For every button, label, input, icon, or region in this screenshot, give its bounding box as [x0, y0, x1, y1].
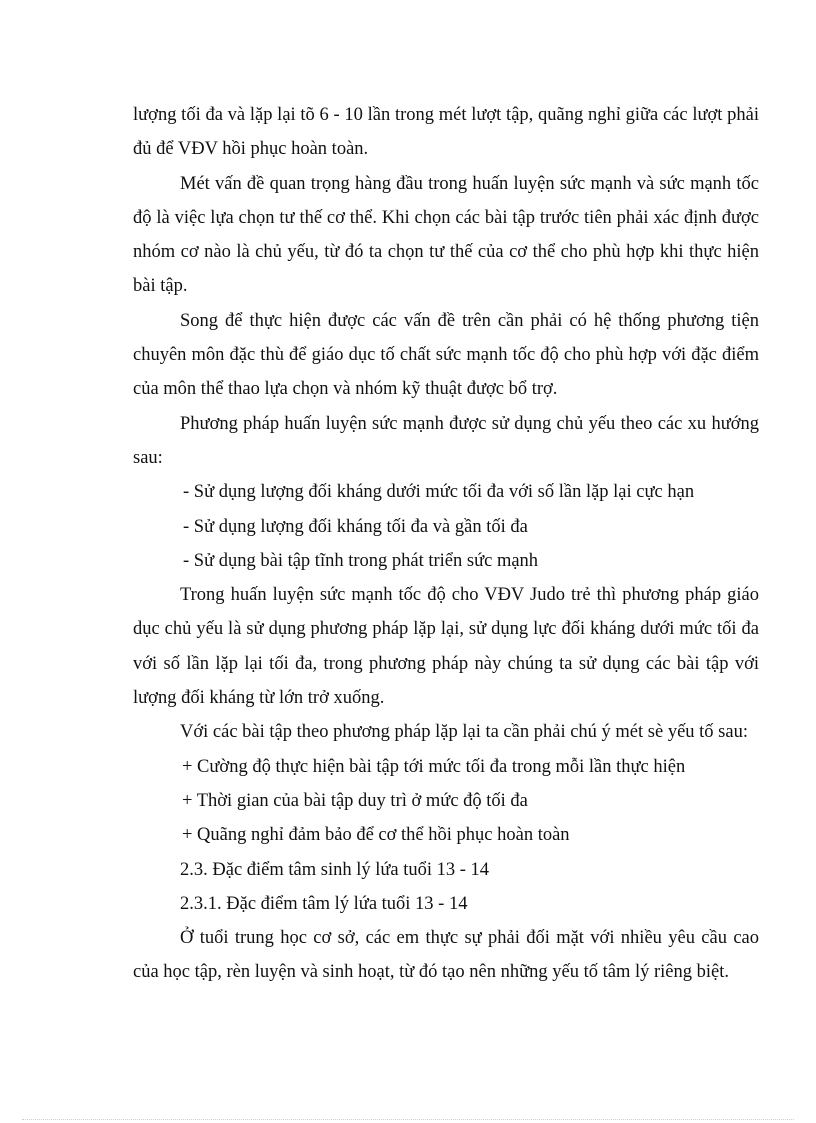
paragraph-continuation: lượng tối đa và lặp lại tõ 6 - 10 lần trong mét lượt tập, quãng nghỉ giữa các lượt phải đủ để VĐV hồi phục hoàn toàn. — [133, 105, 759, 160]
paragraph-specialized-means: Song để thực hiện được các vấn đề trên cần phải có hệ thống phương tiện chuyên môn đặc thù để giáo dục tố chất sức mạnh tốc độ cho phù hợp với đặc điểm của môn thể thao lựa chọn và nhóm kỹ thuật được bổ trợ. — [133, 310, 759, 400]
document-body — [133, 98, 759, 990]
bullet-item: - Sử dụng bài tập tĩnh trong phát triển sức mạnh — [183, 550, 539, 571]
footer-divider — [22, 1119, 794, 1120]
paragraph-middle-school: Ở tuổi trung học cơ sở, các em thực sự phải đối mặt với nhiều yêu cầu cao của học tập, rèn luyện và sinh hoạt, từ đó tạo nên những yếu tố tâm lý riêng biệt. — [133, 928, 759, 983]
paragraph-body-position: Mét vấn đề quan trọng hàng đầu trong huấn luyện sức mạnh và sức mạnh tốc độ là việc lựa chọn tư thế cơ thể. Khi chọn các bài tập trước tiên phải xác định được nhóm cơ nào là chủ yếu, từ đó ta chọn tư thế của cơ thể cho phù hợp khi thực hiện bài tập. — [133, 173, 759, 297]
paragraph-training-methods: Phương pháp huấn luyện sức mạnh được sử dụng chủ yếu theo các xu hướng sau: — [133, 413, 759, 468]
paragraph-judo-training: Trong huấn luyện sức mạnh tốc độ cho VĐV Judo trẻ thì phương pháp giáo dục chủ yếu là sử dụng phương pháp lặp lại, sử dụng lực đối kháng dưới mức tối đa với số lần lặp lại tối đa, trong phương pháp này chúng ta sử dụng các bài tập với lượng đối kháng từ lớn trở xuống. — [133, 585, 759, 709]
plus-item: + Thời gian của bài tập duy trì ở mức độ tối đa — [182, 790, 528, 811]
bullet-item: - Sử dụng lượng đối kháng dưới mức tối đa với số lần lặp lại cực hạn — [183, 482, 695, 503]
plus-item: + Cường độ thực hiện bài tập tới mức tối đa trong mỗi lần thực hiện — [182, 756, 686, 777]
plus-item: + Quãng nghỉ đảm bảo để cơ thể hồi phục hoàn toàn — [182, 825, 570, 846]
bullet-item: - Sử dụng lượng đối kháng tối đa và gần tối đa — [183, 516, 528, 537]
section-heading: 2.3. Đặc điểm tâm sinh lý lứa tuổi 13 - 14 — [180, 859, 490, 880]
subsection-heading: 2.3.1. Đặc điểm tâm lý lứa tuổi 13 - 14 — [180, 893, 468, 914]
paragraph-repetition-method: Với các bài tập theo phương pháp lặp lại ta cần phải chú ý mét sè yếu tố sau: — [180, 722, 748, 743]
